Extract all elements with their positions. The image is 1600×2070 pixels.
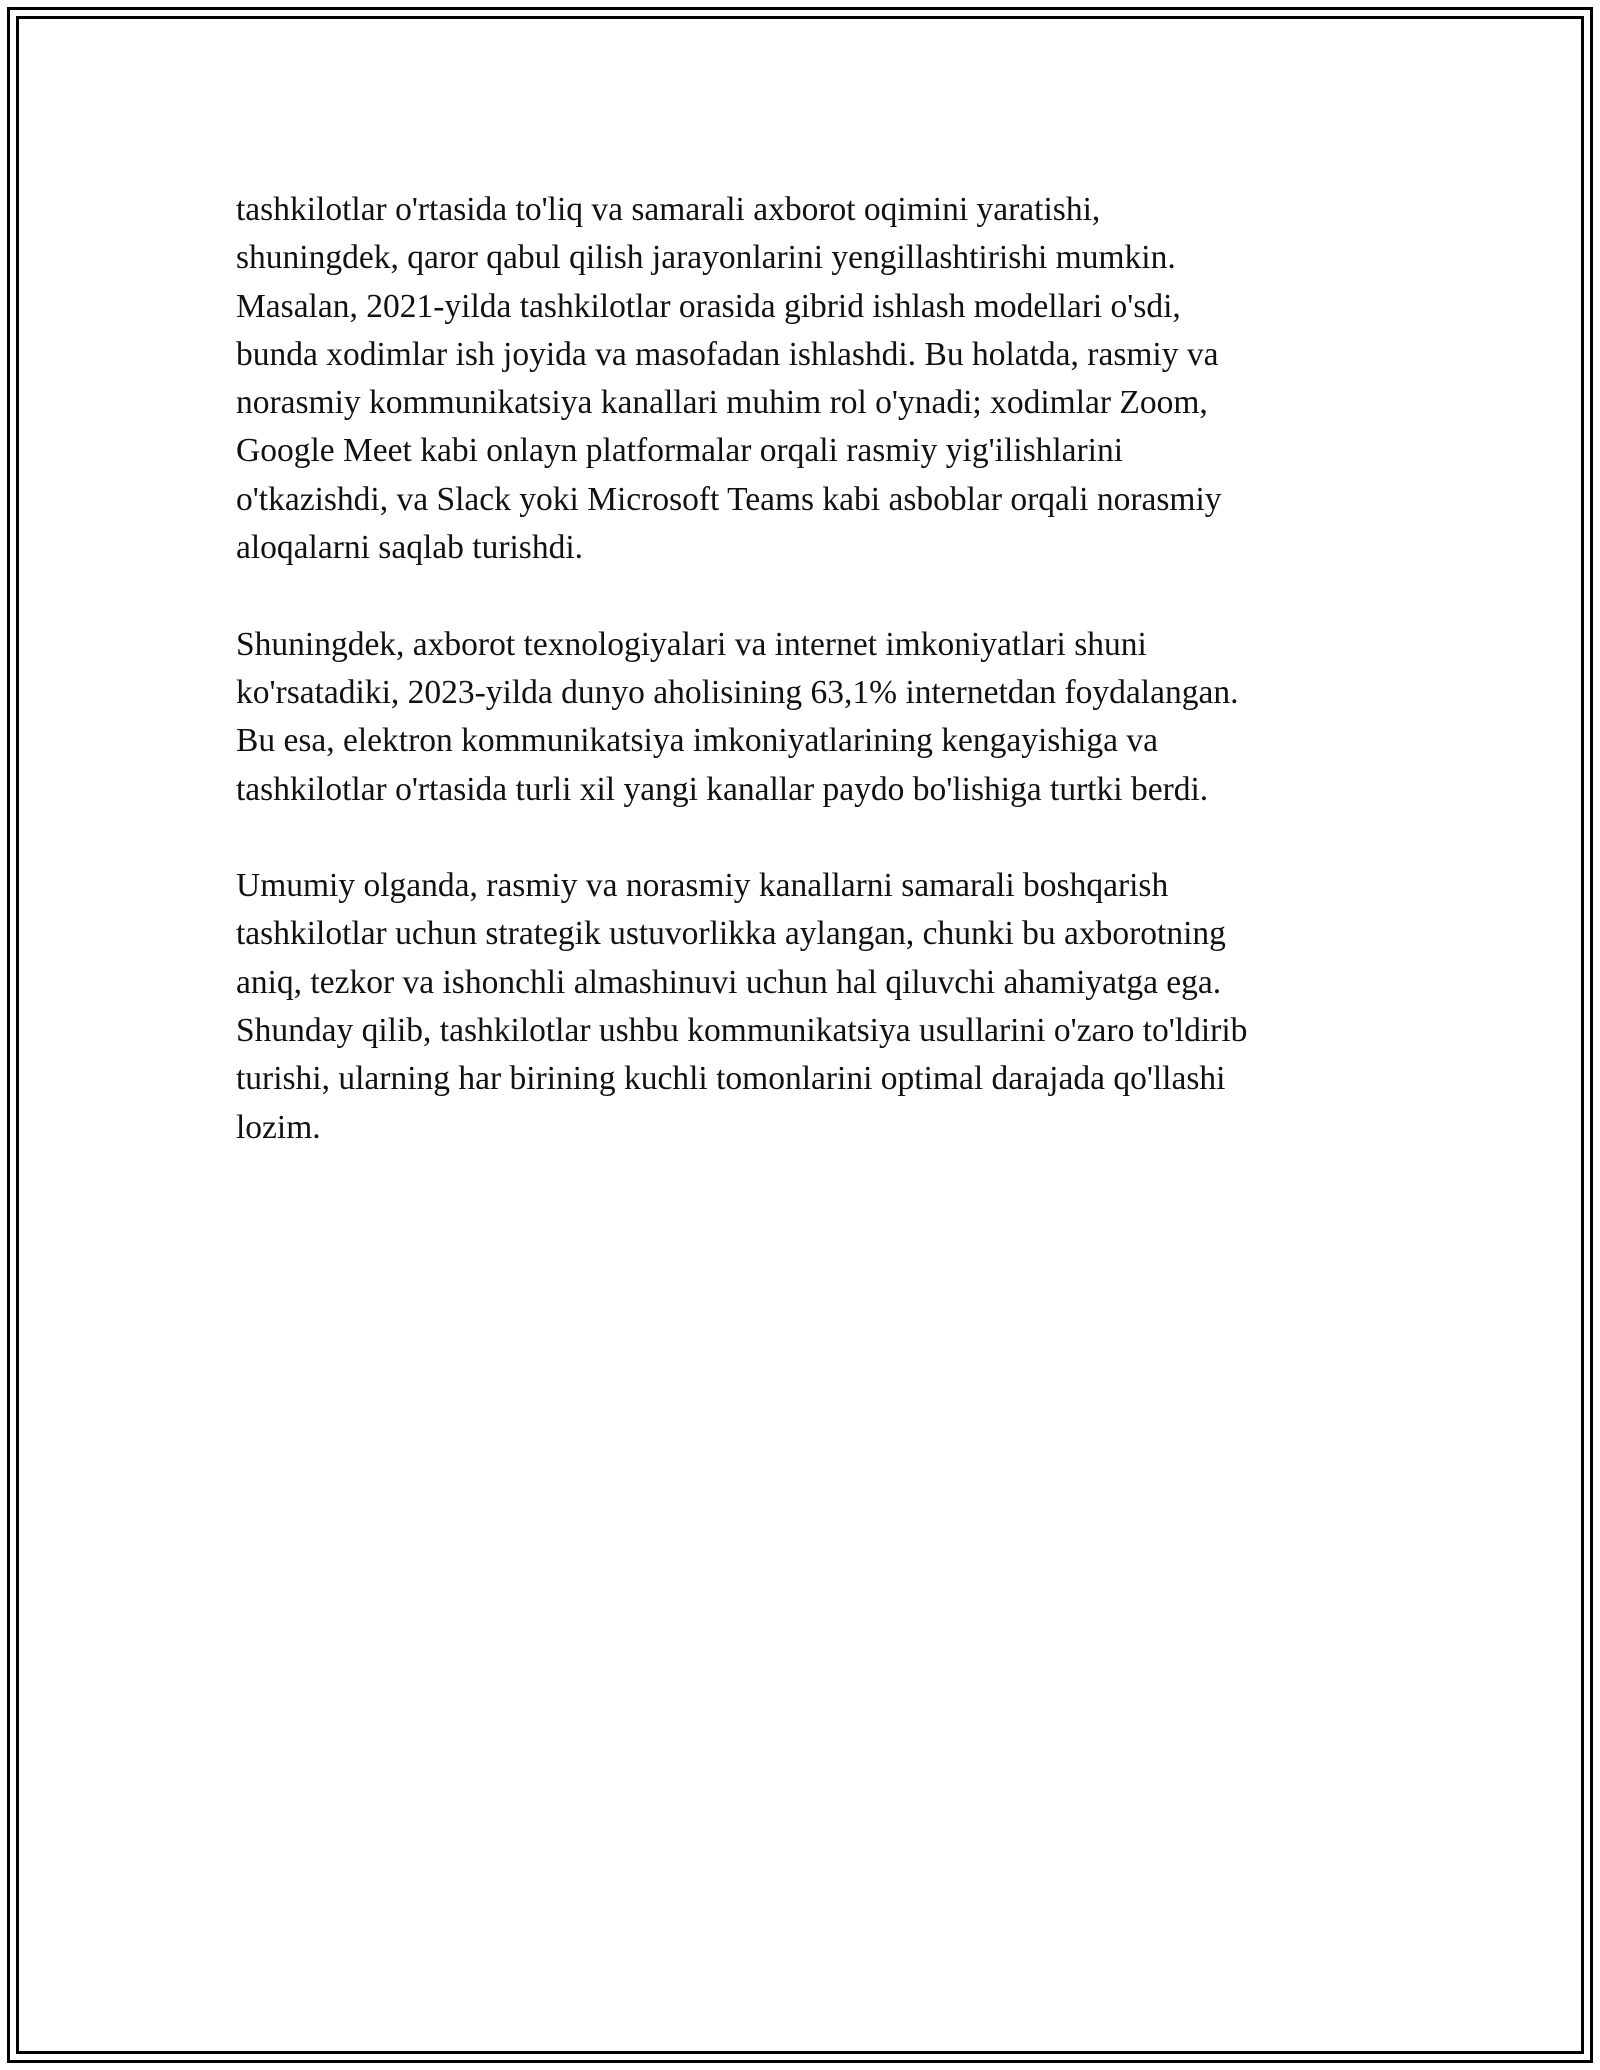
paragraph-3 (236, 862, 1366, 1152)
text-line: tashkilotlar o'rtasida to'liq va samarali axborot oqimini yaratishi, (236, 191, 1101, 228)
text-line: o'tkazishdi, va Slack yoki Microsoft Teams kabi asboblar orqali norasmiy (236, 480, 1222, 518)
text-line: Bu esa, elektron kommunikatsiya imkoniyatlarining kengayishiga va (236, 722, 1158, 760)
text-line: aniq, tezkor va ishonchli almashinuvi uchun hal qiluvchi ahamiyatga ega. (236, 963, 1222, 1001)
text-line: bunda xodimlar ish joyida va masofadan ishlashdi. Bu holatda, rasmiy va (236, 335, 1219, 373)
text-line: Umumiy olganda, rasmiy va norasmiy kanallarni samarali boshqarish (236, 867, 1169, 905)
paragraph-spacer (236, 572, 1366, 620)
text-line: lozim. (236, 1108, 321, 1146)
paragraph-2 (236, 621, 1366, 814)
text-line: Masalan, 2021-yilda tashkilotlar orasida gibrid ishlash modellari o'sdi, (236, 287, 1181, 325)
text-line: tashkilotlar o'rtasida turli xil yangi kanallar paydo bo'lishiga turtki berdi. (236, 770, 1209, 808)
document-body (236, 186, 1366, 1152)
text-line: Google Meet kabi onlayn platformalar orqali rasmiy yig'ilishlarini (236, 432, 1124, 470)
text-line: tashkilotlar uchun strategik ustuvorlikka aylangan, chunki bu axborotning (236, 915, 1226, 953)
paragraph-spacer (236, 814, 1366, 862)
text-line: Shuningdek, axborot texnologiyalari va internet imkoniyatlari shuni (236, 625, 1147, 663)
text-line: turishi, ularning har birining kuchli tomonlarini optimal darajada qo'llashi (236, 1060, 1226, 1098)
text-line: norasmiy kommunikatsiya kanallari muhim rol o'ynadi; xodimlar Zoom, (236, 384, 1208, 422)
text-line: Shunday qilib, tashkilotlar ushbu kommunikatsiya usullarini o'zaro to'ldirib (236, 1012, 1248, 1050)
text-line: shuningdek, qaror qabul qilish jarayonlarini yengillashtirishi mumkin. (236, 239, 1176, 277)
text-line: aloqalarni saqlab turishdi. (236, 529, 584, 567)
paragraph-1 (236, 186, 1366, 572)
text-line: ko'rsatadiki, 2023-yilda dunyo aholisining 63,1% internetdan foydalangan. (236, 673, 1239, 711)
